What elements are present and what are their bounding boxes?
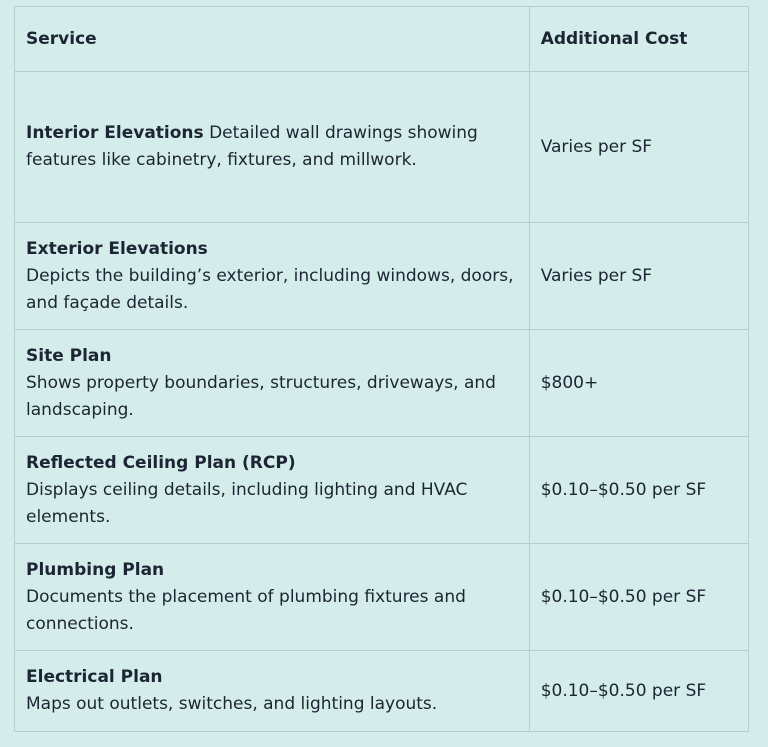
- service-name: Exterior Elevations: [26, 238, 208, 259]
- service-description: Documents the placement of plumbing fixtures and connections.: [26, 586, 466, 634]
- service-description: Maps out outlets, switches, and lighting layouts.: [26, 694, 438, 714]
- service-cell: [15, 330, 530, 437]
- table-row: [15, 223, 749, 330]
- table-row: [15, 651, 749, 732]
- table-row: [15, 437, 749, 544]
- service-cell: [15, 72, 530, 223]
- service-description: Shows property boundaries, structures, driveways, and landscaping.: [26, 372, 496, 420]
- service-name: Plumbing Plan: [26, 559, 165, 580]
- header-service: Service: [15, 7, 530, 72]
- service-name: Electrical Plan: [26, 667, 163, 687]
- table-header-row: [15, 7, 749, 72]
- table-row: [15, 544, 749, 651]
- service-cell: [15, 651, 530, 732]
- cost-cell: Varies per SF: [529, 223, 748, 330]
- cost-cell: $0.10–$0.50 per SF: [529, 544, 748, 651]
- services-table: [14, 6, 749, 732]
- cost-cell: $800+: [529, 330, 748, 437]
- cost-cell: $0.10–$0.50 per SF: [529, 651, 748, 732]
- table-row: [15, 72, 749, 223]
- service-description: Displays ceiling details, including lighting and HVAC elements.: [26, 479, 468, 527]
- cost-cell: $0.10–$0.50 per SF: [529, 437, 748, 544]
- header-additional-cost: Additional Cost: [529, 7, 748, 72]
- service-cell: [15, 223, 530, 330]
- service-name: Reflected Ceiling Plan (RCP): [26, 452, 296, 473]
- service-name: Interior Elevations: [26, 123, 204, 143]
- table-row: [15, 330, 749, 437]
- service-cell: [15, 544, 530, 651]
- service-cell: [15, 437, 530, 544]
- service-description: Depicts the building’s exterior, including windows, doors, and façade details.: [26, 265, 514, 313]
- cost-cell: Varies per SF: [529, 72, 748, 223]
- service-description: Detailed wall drawings showing features like cabinetry, fixtures, and millwork.: [26, 123, 478, 170]
- service-name: Site Plan: [26, 345, 112, 366]
